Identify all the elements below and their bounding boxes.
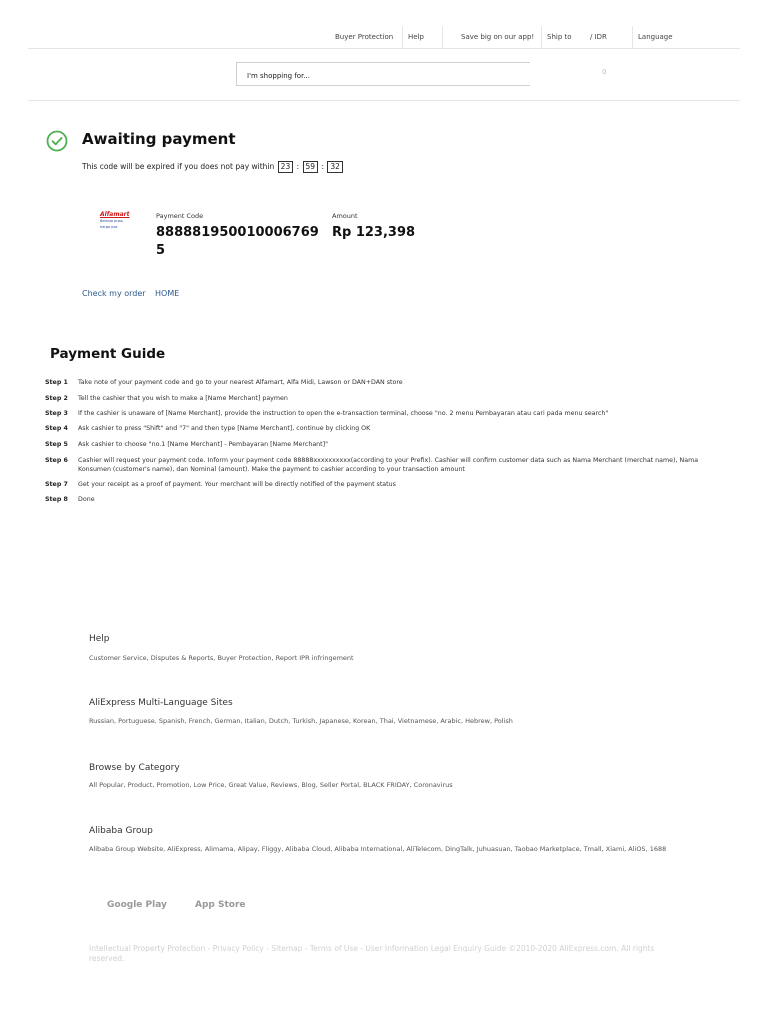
step-text: Done	[78, 496, 95, 503]
amount-label: Amount	[332, 212, 358, 220]
top-nav	[0, 26, 768, 48]
search-bar	[236, 62, 562, 86]
expiry-text: This code will be expired if you does not pay within	[82, 162, 275, 171]
search-input[interactable]	[237, 65, 537, 87]
step-text: Cashier will request your payment code. Inform your payment code 88888xxxxxxxxxx(according to your Prefix). Cashier will confirm customer data such as Nama Merchant (merchat name), Nama Konsumen (customer's name), dan Nominal (amount). Make the payment to cashier according to your transaction amount	[78, 457, 699, 473]
step-text: Ask cashier to choose "no.1 [Name Merchant] - Pembayaran [Name Merchant]"	[78, 441, 328, 448]
step-label: Step 6	[45, 457, 68, 464]
cart-count[interactable]: 0	[602, 68, 607, 76]
nav-language[interactable]: Language	[638, 33, 673, 41]
footer-languages-title: AliExpress Multi-Language Sites	[89, 698, 233, 708]
alfamart-logo-text: Alfamart	[100, 211, 130, 218]
step-text: Ask cashier to press "Shift" and "7" and then type [Name Merchant], continue by clicking OK	[78, 425, 371, 432]
nav-divider	[541, 26, 542, 48]
step-label: Step 8	[45, 496, 68, 503]
step-text: If the cashier is unaware of [Name Merchant], provide the instruction to open the e-transaction terminal, choose "no. 2 menu Pembayaran atau cari pada menu search"	[78, 410, 609, 417]
footer-languages-links[interactable]: Russian, Portuguese, Spanish, French, German, Italian, Dutch, Turkish, Japanese, Korean, Thai, Vietnamese, Arabic, Hebrew, Polish	[89, 717, 513, 725]
check-order-link[interactable]: Check my order	[82, 289, 146, 298]
nav-currency[interactable]: / IDR	[590, 33, 607, 41]
footer-help-links[interactable]: Customer Service, Disputes & Reports, Buyer Protection, Report IPR infringement	[89, 654, 354, 662]
page-title: Awaiting payment	[82, 130, 236, 148]
payment-code-value: 8888819500100067695	[156, 225, 319, 258]
app-store-button[interactable]: App Store	[195, 900, 246, 910]
step-label: Step 4	[45, 425, 68, 432]
step-label: Step 2	[45, 395, 68, 402]
expiry-notice	[82, 161, 344, 173]
alfamart-logo	[100, 212, 134, 228]
payment-guide-title: Payment Guide	[50, 346, 166, 362]
nav-app-promo[interactable]: Save big on our app!	[461, 33, 535, 41]
step-text: Get your receipt as a proof of payment. Your merchant will be directly notified of the payment status	[78, 481, 396, 488]
step-label: Step 3	[45, 410, 68, 417]
countdown-colon: :	[296, 162, 300, 171]
amount-value: Rp 123,398	[332, 225, 416, 240]
google-play-button[interactable]: Google Play	[107, 900, 167, 910]
nav-help[interactable]: Help	[408, 33, 424, 41]
footer-alibaba-links[interactable]: Alibaba Group Website, AliExpress, Alimama, Alipay, Fliggy, Alibaba Cloud, Alibaba International, AliTelecom, DingTalk, Juhuasuan, Taobao Marketplace, Tmall, Xiami, AliOS, 1688	[89, 845, 667, 853]
nav-ship-to[interactable]: Ship to	[547, 33, 572, 41]
step-text: Take note of your payment code and go to your nearest Alfamart, Alfa Midi, Lawson or DAN+DAN store	[78, 379, 403, 386]
search-button[interactable]	[530, 62, 562, 86]
nav-divider	[402, 26, 403, 48]
nav-divider	[442, 26, 443, 48]
alfamart-logo-tagline: Belanja puas, harga pas	[100, 219, 124, 229]
countdown-minutes: 59	[303, 161, 319, 173]
header-divider	[28, 48, 740, 49]
step-text: Tell the cashier that you wish to make a [Name Merchant] paymen	[78, 395, 288, 402]
legal-links[interactable]: Intellectual Property Protection - Privacy Policy - Sitemap - Terms of Use - User Information Legal Enquiry Guide ©2010-2020 AliExpress.com. All rights reserved.	[89, 944, 655, 963]
nav-buyer-protection[interactable]: Buyer Protection	[335, 33, 394, 41]
countdown-colon: :	[321, 162, 324, 171]
step-label: Step 7	[45, 481, 68, 488]
countdown-seconds: 32	[327, 161, 343, 173]
header-bottom-divider	[28, 100, 740, 101]
step-label: Step 5	[45, 441, 68, 448]
footer-category-links[interactable]: All Popular, Product, Promotion, Low Price, Great Value, Reviews, Blog, Seller Portal, BLACK FRIDAY, Coronavirus	[89, 781, 453, 789]
home-link[interactable]: HOME	[155, 289, 180, 298]
payment-code-label: Payment Code	[156, 212, 204, 220]
footer-help-title: Help	[89, 634, 110, 644]
countdown-hours: 23	[278, 161, 294, 173]
step-label: Step 1	[45, 379, 68, 386]
footer-alibaba-title: Alibaba Group	[89, 826, 153, 836]
check-circle-icon	[46, 130, 68, 152]
nav-divider	[632, 26, 633, 48]
footer-category-title: Browse by Category	[89, 763, 180, 773]
